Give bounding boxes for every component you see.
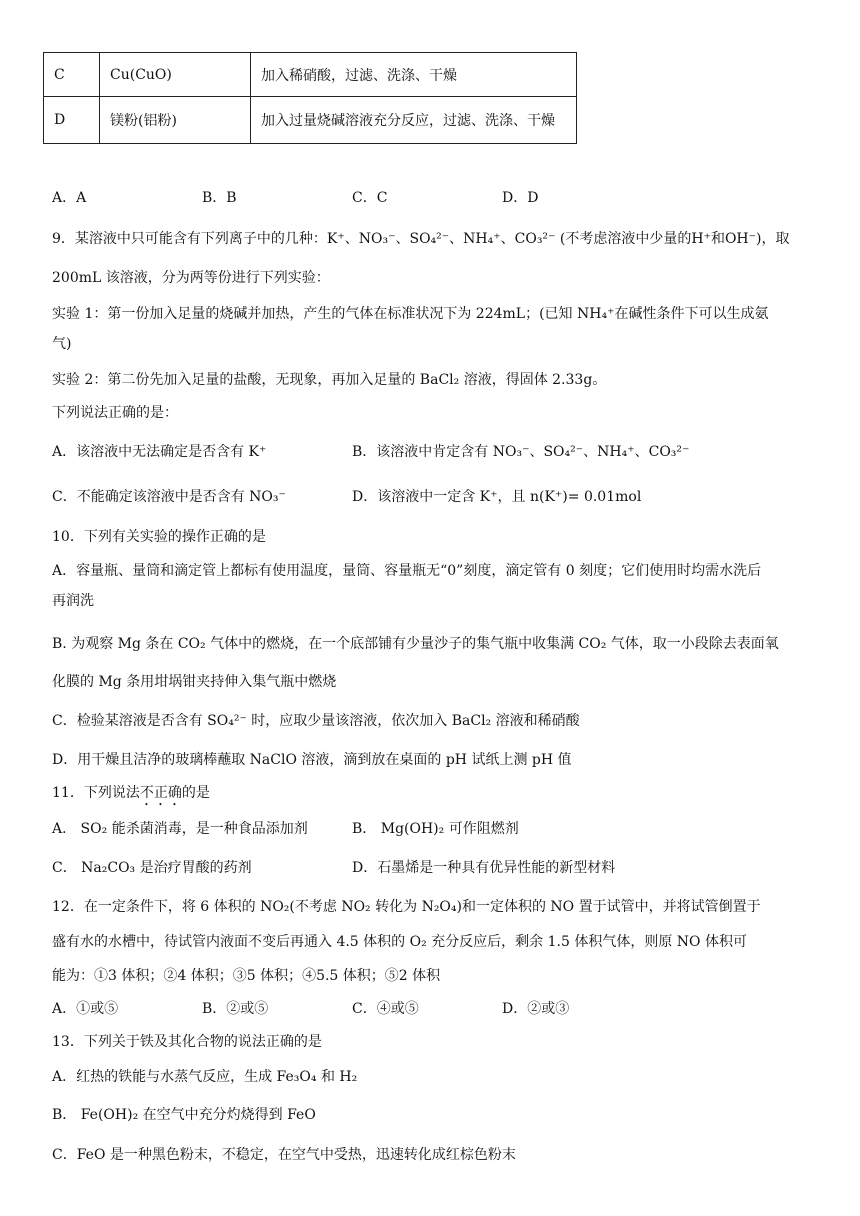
q9-exp1-line2: 气): [52, 336, 72, 352]
q9-ions: K⁺、NO₃⁻、SO₄²⁻、NH₄⁺、CO₃²⁻: [326, 231, 556, 247]
q13-option-a: A．红热的铁能与水蒸气反应，生成 Fe₃O₄ 和 H₂: [52, 1069, 358, 1085]
row-method: 加入过量烧碱溶液充分反应，过滤、洗涤、干燥: [251, 97, 577, 144]
table-row: [44, 53, 577, 97]
q11-stem-emphasis: 不正确: [139, 785, 182, 801]
row-label: C: [44, 53, 100, 97]
q9-stem-line2: 200mL 该溶液，分为两等份进行下列实验：: [52, 270, 330, 286]
q9-intro: 9．某溶液中只可能含有下列离子中的几种：: [52, 231, 327, 247]
row-method: 加入稀硝酸，过滤、洗涤、干燥: [251, 53, 577, 97]
q9-exp1-line1: 实验 1：第一份加入足量的烧碱并加热，产生的气体在标准状况下为 224mL；(已知 NH₄⁺在碱性条件下可以生成氨: [52, 306, 769, 322]
q13-option-b: B． Fe(OH)₂ 在空气中充分灼烧得到 FeO: [52, 1107, 316, 1123]
q8-option-a: A．A: [52, 190, 87, 206]
q10-option-b-line2: 化膜的 Mg 条用坩埚钳夹持伸入集气瓶中燃烧: [52, 674, 337, 690]
q8-option-b: B．B: [202, 190, 237, 206]
q13-option-c: C．FeO 是一种黑色粉末，不稳定，在空气中受热，迅速转化成红棕色粉末: [52, 1147, 516, 1163]
q9-option-a: A．该溶液中无法确定是否含有 K⁺: [52, 444, 267, 460]
q10-option-d: D．用干燥且洁净的玻璃棒蘸取 NaClO 溶液，滴到放在桌面的 pH 试纸上测 pH 值: [52, 752, 572, 768]
q12-stem-line3: 能为：①3 体积；②4 体积；③5 体积；④5.5 体积；⑤2 体积: [52, 968, 441, 984]
q11-option-a: A． SO₂ 能杀菌消毒，是一种食品添加剂: [52, 821, 308, 837]
q10-option-c: C．检验某溶液是否含有 SO₄²⁻ 时，应取少量该溶液，依次加入 BaCl₂ 溶液和稀硝酸: [52, 713, 580, 729]
options-table: [43, 52, 577, 144]
q10-stem: 10．下列有关实验的操作正确的是: [52, 529, 266, 545]
q10-option-a-line1: A．容量瓶、量筒和滴定管上都标有使用温度，量筒、容量瓶无“0”刻度，滴定管有 0 刻度；它们使用时均需水洗后: [52, 563, 762, 579]
q9-exp2: 实验 2：第二份先加入足量的盐酸，无现象，再加入足量的 BaCl₂ 溶液，得固体 2.33g。: [52, 372, 607, 388]
q12-option-b: B．②或⑤: [202, 1001, 269, 1017]
row-substance: Cu(CuO): [100, 53, 251, 97]
row-substance: 镁粉(铝粉): [100, 97, 251, 144]
q12-option-a: A．①或⑤: [52, 1001, 119, 1017]
q11-stem-post: 的是: [181, 785, 210, 801]
q11-option-c: C． Na₂CO₃ 是治疗胃酸的药剂: [52, 860, 252, 876]
q9-option-c: C．不能确定该溶液中是否含有 NO₃⁻: [52, 489, 286, 505]
q11-stem-pre: 11．下列说法: [52, 785, 140, 801]
q10-option-b-line1: B. 为观察 Mg 条在 CO₂ 气体中的燃烧，在一个底部铺有少量沙子的集气瓶中收集满 CO₂ 气体，取一小段除去表面氧: [52, 636, 779, 652]
row-label: D: [44, 97, 100, 144]
q8-option-c: C．C: [352, 190, 388, 206]
q10-option-a-line2: 再润洗: [52, 593, 94, 609]
q11-option-b: B． Mg(OH)₂ 可作阻燃剂: [352, 821, 519, 837]
q9-ask: 下列说法正确的是：: [52, 405, 178, 421]
q11-stem: [52, 782, 210, 809]
q12-stem-line1: 12．在一定条件下，将 6 体积的 NO₂(不考虑 NO₂ 转化为 N₂O₄)和一定体积的 NO 置于试管中，并将试管倒置于: [52, 899, 761, 915]
q9-option-b: B．该溶液中肯定含有 NO₃⁻、SO₄²⁻、NH₄⁺、CO₃²⁻: [352, 444, 690, 460]
q13-stem: 13．下列关于铁及其化合物的说法正确的是: [52, 1034, 322, 1050]
q9-option-d: D．该溶液中一定含 K⁺，且 n(K⁺)= 0.01mol: [352, 489, 642, 505]
table-row: [44, 97, 577, 144]
q11-option-d: D．石墨烯是一种具有优异性能的新型材料: [352, 860, 616, 876]
q8-option-d: D．D: [502, 190, 539, 206]
q12-option-d: D．②或③: [502, 1001, 570, 1017]
q9-stem-line1: [52, 228, 790, 248]
q12-stem-line2: 盛有水的水槽中，待试管内液面不变后再通入 4.5 体积的 O₂ 充分反应后，剩余 1.5 体积气体，则原 NO 体积可: [52, 934, 747, 950]
q12-option-c: C．④或⑤: [352, 1001, 419, 1017]
q9-intro-end: (不考虑溶液中少量的H⁺和OH⁻)，取: [559, 231, 790, 247]
